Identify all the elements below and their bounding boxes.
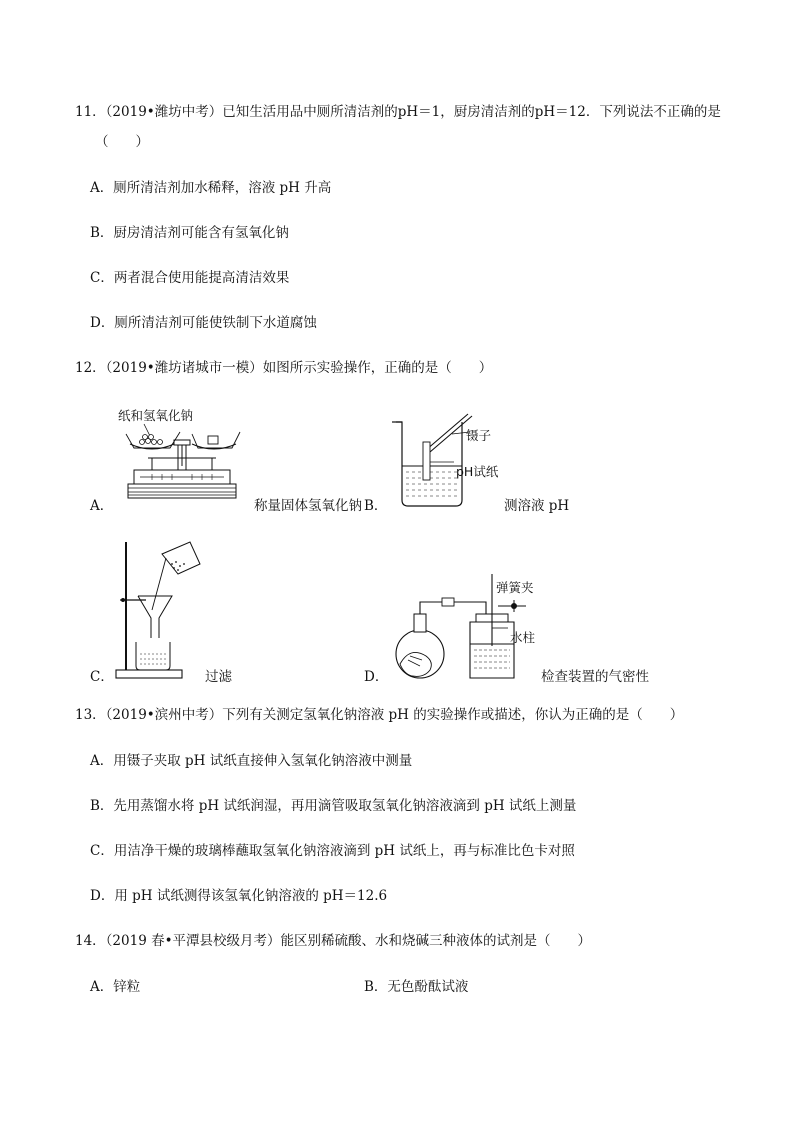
q12-option-a-caption: 称量固体氢氧化钠 (254, 498, 362, 514)
q12-option-d-caption: 检查装置的气密性 (541, 669, 649, 685)
q13-option-a: A．用镊子夹取 pH 试纸直接伸入氢氧化钠溶液中测量 (90, 753, 413, 769)
ph-test-figure (390, 412, 510, 512)
q11-option-c: C．两者混合使用能提高清洁效果 (90, 270, 290, 286)
q13-stem: 13．（2019•滨州中考）下列有关测定氢氧化钠溶液 pH 的实验操作或描述，你认为正确的是（ ） (75, 707, 684, 723)
q12-option-c-caption: 过滤 (205, 669, 232, 685)
balance-figure-label: 纸和氢氧化钠 (118, 408, 194, 423)
water-column-label: 水柱 (510, 630, 536, 645)
q12-option-a-letter: A． (90, 498, 114, 514)
q11-stem: 11．（2019•潍坊中考）已知生活用品中厕所清洁剂的pH＝1，厨房清洁剂的pH＝12．下列说法不正确的是 (75, 104, 721, 120)
q12-option-d-letter: D． (364, 669, 389, 685)
q11-answer-blank: （ ） (95, 134, 149, 150)
q14-stem: 14．（2019 春•平潭县校级月考）能区别稀硫酸、水和烧碱三种液体的试剂是（ ） (75, 933, 592, 949)
q12-stem: 12．（2019•潍坊诸城市一模）如图所示实验操作，正确的是（ ） (75, 360, 493, 376)
filtration-figure (112, 538, 212, 684)
ph-paper-label: pH试纸 (456, 464, 499, 479)
spring-clip-label: 弹簧夹 (496, 580, 534, 595)
q11-option-b: B．厨房清洁剂可能含有氢氧化钠 (90, 225, 289, 241)
q13-option-d: D．用 pH 试纸测得该氢氧化钠溶液的 pH＝12.6 (90, 888, 388, 904)
q11-option-d: D．厕所清洁剂可能使铁制下水道腐蚀 (90, 315, 317, 331)
q13-option-b: B．先用蒸馏水将 pH 试纸润湿，再用滴管吸取氢氧化钠溶液滴到 pH 试纸上测量 (90, 798, 577, 814)
airtightness-figure (386, 568, 546, 686)
q14-option-a: A．锌粒 (90, 979, 141, 995)
q13-option-c: C．用洁净干燥的玻璃棒蘸取氢氧化钠溶液滴到 pH 试纸上，再与标准比色卡对照 (90, 843, 575, 859)
q14-option-b: B．无色酚酞试液 (364, 979, 469, 995)
q11-option-a: A．厕所清洁剂加水稀释，溶液 pH 升高 (90, 180, 332, 196)
q12-option-c-letter: C． (90, 669, 114, 685)
q12-option-b-caption: 测溶液 pH (504, 498, 570, 514)
tweezers-label: 镊子 (466, 428, 492, 443)
q12-option-b-letter: B． (364, 498, 388, 514)
balance-figure (112, 400, 252, 512)
